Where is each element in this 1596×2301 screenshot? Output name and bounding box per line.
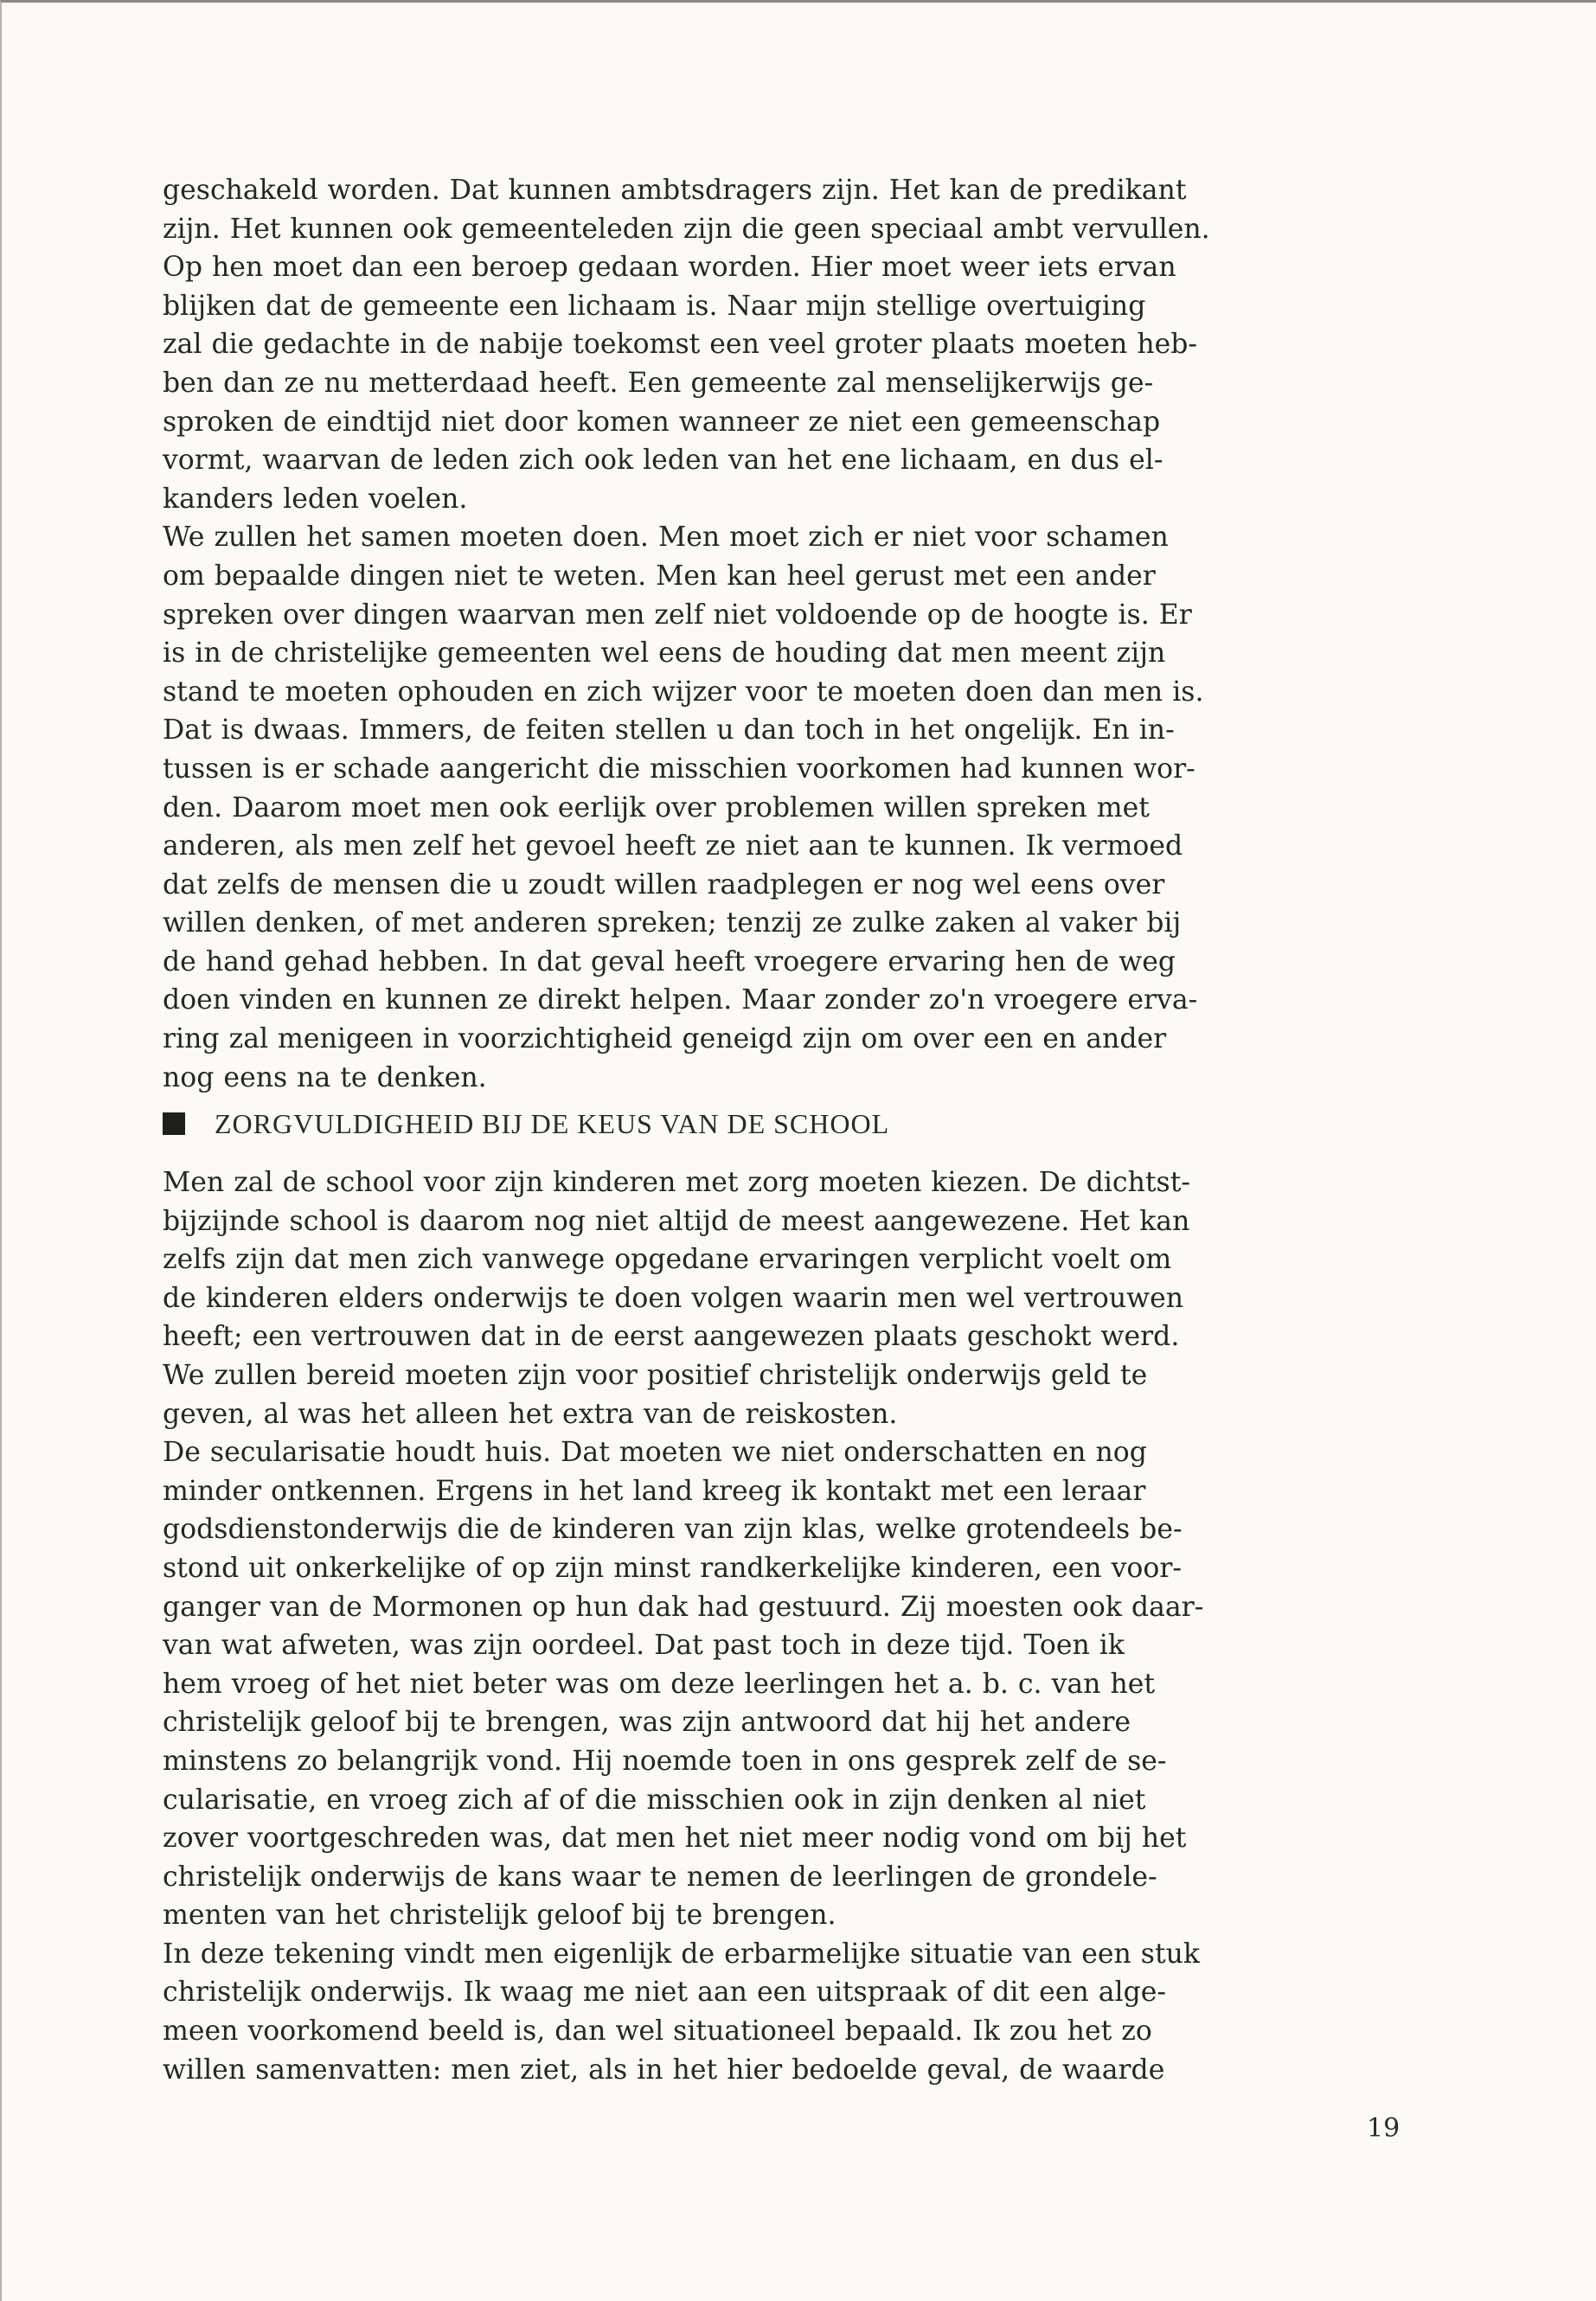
text-line: vormt, waarvan de leden zich ook leden van het ene lichaam, en dus el- bbox=[163, 445, 1163, 477]
text-line: zal die gedachte in de nabije toekomst een veel groter plaats moeten heb- bbox=[163, 329, 1198, 361]
text-line: anderen, als men zelf het gevoel heeft ze niet aan te kunnen. Ik vermoed bbox=[163, 830, 1183, 862]
square-bullet-icon bbox=[163, 1112, 185, 1135]
text-line: christelijk onderwijs de kans waar te nemen de leerlingen de grondele- bbox=[163, 1861, 1157, 1893]
text-line: doen vinden en kunnen ze direkt helpen. Maar zonder zo'n vroegere erva- bbox=[163, 984, 1198, 1016]
text-line: blijken dat de gemeente een lichaam is. Naar mijn stellige overtuiging bbox=[163, 290, 1146, 322]
text-line: In deze tekening vindt men eigenlijk de erbarmelijke situatie van een stuk bbox=[163, 1938, 1200, 1970]
text-line: zijn. Het kunnen ook gemeenteleden zijn die geen speciaal ambt vervullen. bbox=[163, 213, 1210, 245]
text-line: Dat is dwaas. Immers, de feiten stellen u dan toch in het ongelijk. En in- bbox=[163, 715, 1175, 747]
text-line: willen denken, of met anderen spreken; tenzij ze zulke zaken al vaker bij bbox=[163, 907, 1182, 939]
text-line: ganger van de Mormonen op hun dak had gestuurd. Zij moesten ook daar- bbox=[163, 1591, 1204, 1623]
text-line: sproken de eindtijd niet door komen wanneer ze niet een gemeenschap bbox=[163, 406, 1161, 438]
text-line: ring zal menigeen in voorzichtigheid geneigd zijn om over een en ander bbox=[163, 1023, 1167, 1055]
text-line: Op hen moet dan een beroep gedaan worden. Hier moet weer iets ervan bbox=[163, 252, 1176, 284]
text-line: heeft; een vertrouwen dat in de eerst aangewezen plaats geschokt werd. bbox=[163, 1321, 1180, 1353]
section-heading-text: ZORGVULDIGHEID BIJ DE KEUS VAN DE SCHOOL bbox=[215, 1107, 890, 1139]
body-text-bottom bbox=[163, 1163, 1408, 2089]
text-line: zelfs zijn dat men zich vanwege opgedane ervaringen verplicht voelt om bbox=[163, 1244, 1172, 1276]
text-line: is in de christelijke gemeenten wel eens de houding dat men meent zijn bbox=[163, 638, 1166, 670]
text-line: minstens zo belangrijk vond. Hij noemde toen in ons gesprek zelf de se- bbox=[163, 1745, 1167, 1777]
paragraph bbox=[163, 1935, 1408, 2089]
text-line: stond uit onkerkelijke of op zijn minst randkerkelijke kinderen, een voor- bbox=[163, 1552, 1183, 1584]
text-line: den. Daarom moet men ook eerlijk over problemen willen spreken met bbox=[163, 792, 1150, 824]
text-line: hem vroeg of het niet beter was om deze leerlingen het a. b. c. van het bbox=[163, 1668, 1156, 1700]
text-line: de hand gehad hebben. In dat geval heeft vroegere ervaring hen de weg bbox=[163, 945, 1176, 977]
paragraph bbox=[163, 171, 1408, 518]
text-line: stand te moeten ophouden en zich wijzer voor te moeten doen dan men is. bbox=[163, 676, 1204, 708]
text-line: van wat afweten, was zijn oordeel. Dat past toch in deze tijd. Toen ik bbox=[163, 1630, 1125, 1662]
text-line: dat zelfs de mensen die u zoudt willen raadplegen er nog wel eens over bbox=[163, 868, 1165, 901]
text-line: cularisatie, en vroeg zich af of die misschien ook in zijn denken al niet bbox=[163, 1784, 1146, 1816]
paragraph bbox=[163, 518, 1408, 1097]
text-line: menten van het christelijk geloof bij te brengen. bbox=[163, 1900, 836, 1932]
text-line: christelijk geloof bij te brengen, was zijn antwoord dat hij het andere bbox=[163, 1707, 1131, 1739]
text-line: nog eens na te denken. bbox=[163, 1061, 487, 1093]
text-line: om bepaalde dingen niet te weten. Men kan heel gerust met een ander bbox=[163, 560, 1156, 592]
text-line: godsdienstonderwijs die de kinderen van zijn klas, welke grotendeels be- bbox=[163, 1514, 1183, 1546]
paragraph bbox=[163, 1433, 1408, 1935]
text-line: kanders leden voelen. bbox=[163, 483, 468, 515]
text-line: spreken over dingen waarvan men zelf niet voldoende op de hoogte is. Er bbox=[163, 599, 1192, 631]
text-line: We zullen het samen moeten doen. Men moet zich er niet voor schamen bbox=[163, 522, 1169, 554]
body-text-top bbox=[163, 171, 1408, 1097]
text-line: geven, al was het alleen het extra van de reiskosten. bbox=[163, 1398, 898, 1430]
text-line: meen voorkomend beeld is, dan wel situationeel bepaald. Ik zou het zo bbox=[163, 2016, 1152, 2048]
section-heading bbox=[163, 1106, 889, 1141]
text-line: minder ontkennen. Ergens in het land kreeg ik kontakt met een leraar bbox=[163, 1475, 1146, 1507]
text-line: tussen is er schade aangericht die misschien voorkomen had kunnen wor- bbox=[163, 753, 1195, 785]
text-line: christelijk onderwijs. Ik waag me niet aan een uitspraak of dit een alge- bbox=[163, 1977, 1167, 2009]
text-line: willen samenvatten: men ziet, als in het hier bedoelde geval, de waarde bbox=[163, 2054, 1165, 2086]
text-line: De secularisatie houdt huis. Dat moeten we niet onderschatten en nog bbox=[163, 1437, 1147, 1469]
text-line: We zullen bereid moeten zijn voor positief christelijk onderwijs geld te bbox=[163, 1359, 1148, 1391]
text-line: zover voortgeschreden was, dat men het niet meer nodig vond om bij het bbox=[163, 1823, 1187, 1855]
text-line: geschakeld worden. Dat kunnen ambtsdragers zijn. Het kan de predikant bbox=[163, 175, 1187, 206]
text-line: ben dan ze nu metterdaad heeft. Een gemeente zal menselijkerwijs ge- bbox=[163, 367, 1154, 399]
text-line: bijzijnde school is daarom nog niet altijd de meest aangewezene. Het kan bbox=[163, 1205, 1190, 1237]
text-line: Men zal de school voor zijn kinderen met zorg moeten kiezen. De dichtst- bbox=[163, 1167, 1190, 1198]
text-line: de kinderen elders onderwijs te doen volgen waarin men wel vertrouwen bbox=[163, 1282, 1184, 1314]
page-number: 19 bbox=[1367, 2113, 1401, 2144]
paragraph bbox=[163, 1163, 1408, 1433]
